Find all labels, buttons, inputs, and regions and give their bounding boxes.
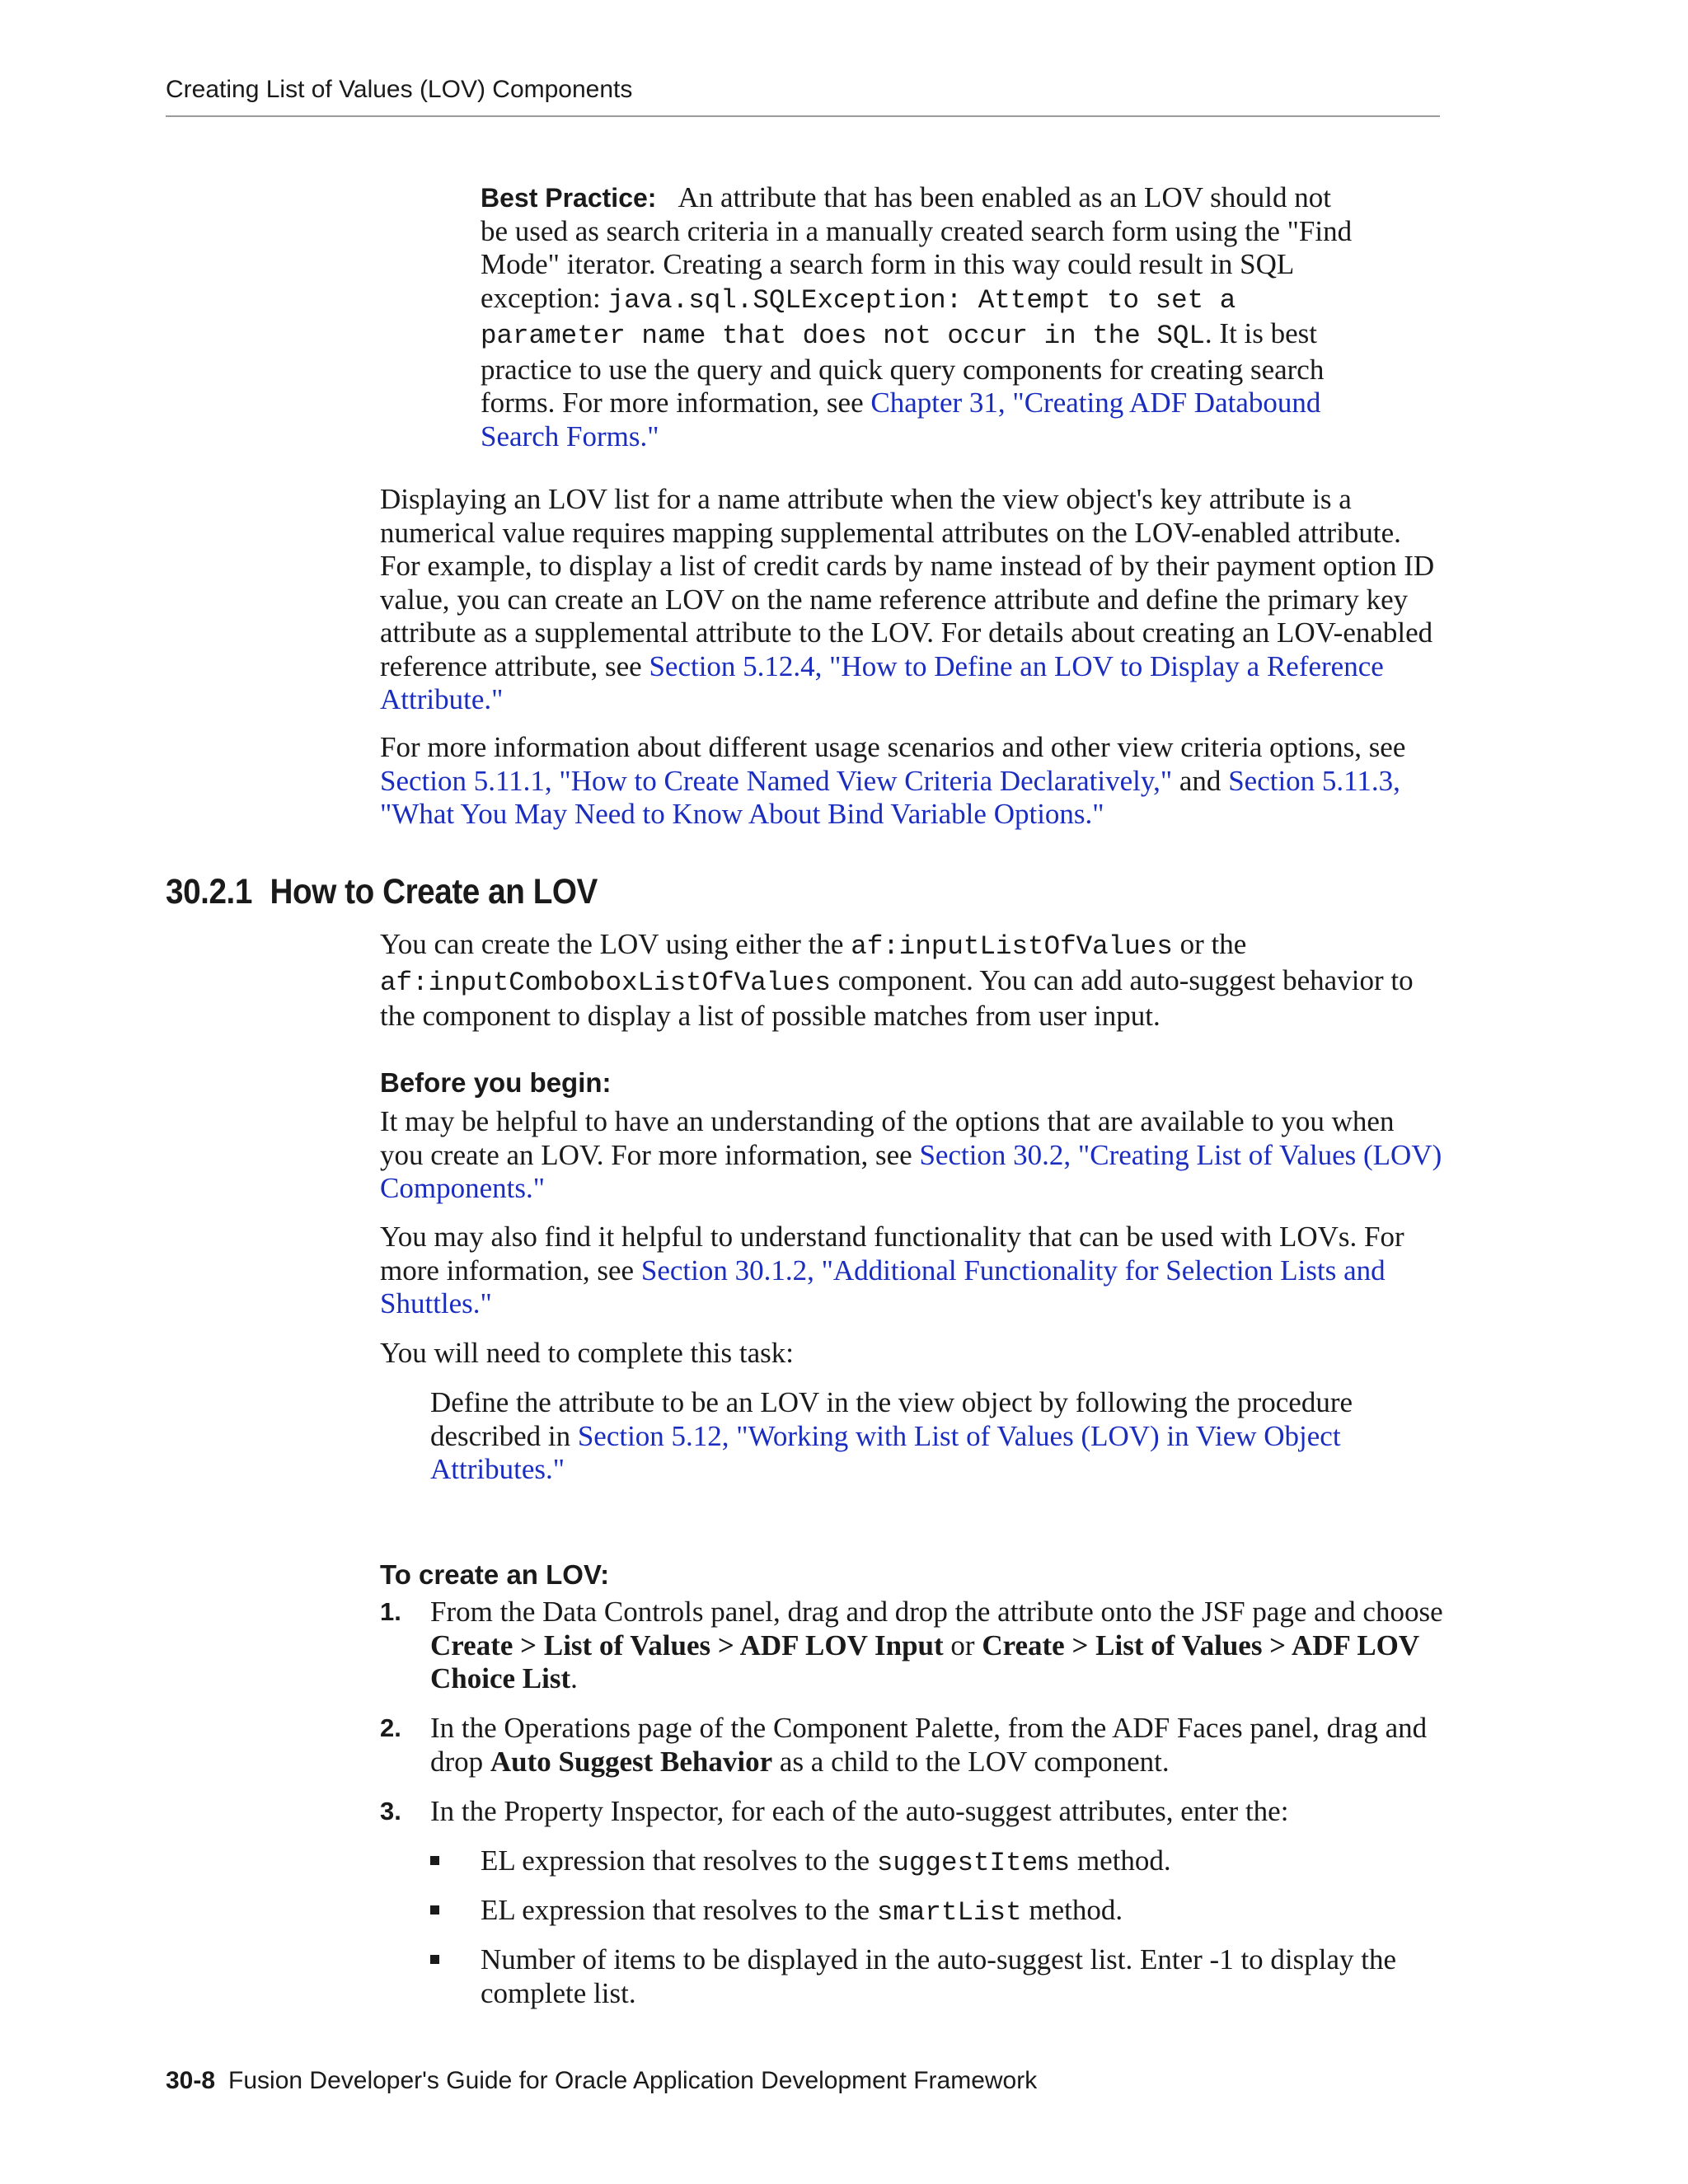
code-input-list-of-values: af:inputListOfValues xyxy=(851,931,1173,962)
paragraph-text: Displaying an LOV list for a name attribute when the view object's key attribute is a numerical value requires mapping supplemental attributes on the LOV-enabled attribute. For example, to display a list of credit cards by name instead of by their payment option ID value, you can create an LOV on the name reference attribute and define the primary key attribute as a supplemental attribute to the LOV. For details about creating an LOV-enabled reference attribute, see xyxy=(380,483,1435,682)
running-header: Creating List of Values (LOV) Components xyxy=(166,76,633,103)
section-30-2-link[interactable]: Section 30.2, "Creating List of Values (LOV) Components." xyxy=(380,1138,1442,1204)
header-divider xyxy=(166,115,1440,117)
prerequisite-task xyxy=(430,1386,1444,1487)
note-code: java.sql.SQLException: Attempt to set a parameter name that does not occur in the SQL xyxy=(481,284,1236,351)
chapter-31-link[interactable]: Chapter 31, "Creating ADF Databound Search Forms." xyxy=(481,387,1321,452)
bullet-text-part: Number of items to be displayed in the auto-suggest list. Enter -1 to display the complete list. xyxy=(481,1943,1397,2009)
paragraph-text-2: and xyxy=(1172,764,1229,797)
paragraph-text-2: or the xyxy=(1172,928,1247,960)
code-suggest-items: suggestItems xyxy=(876,1848,1071,1878)
auto-suggest-behavior-term: Auto Suggest Behavior xyxy=(490,1745,773,1778)
step-text-part: In the Operations page of the Component Palette, from the ADF Faces panel, drag and drop xyxy=(430,1712,1428,1778)
bullet-square-icon xyxy=(430,1905,439,1915)
step-text: In the Property Inspector, for each of the auto-suggest attributes, enter the: xyxy=(430,1795,1289,1827)
section-5-11-1-link[interactable]: Section 5.11.1, "How to Create Named View Criteria Declaratively," xyxy=(380,764,1173,797)
paragraph-text-3: component. You can add auto-suggest behavior to the component to display a list of possible matches from user input. xyxy=(380,963,1414,1032)
procedure-heading: To create an LOV: xyxy=(380,1559,610,1590)
section-30-1-2-link[interactable]: Section 30.1.2, "Additional Functionality for Selection Lists and Shuttles." xyxy=(380,1254,1386,1319)
step-number: 3. xyxy=(380,1797,401,1825)
step-text xyxy=(430,1712,1444,1779)
step-text xyxy=(430,1596,1444,1696)
bullet-text xyxy=(481,1844,1453,1881)
code-input-combobox-list-of-values: af:inputComboboxListOfValues xyxy=(380,967,831,998)
step-number: 2. xyxy=(380,1713,401,1742)
section-5-11-3-link[interactable]: Section 5.11.3, "What You May Need to Know About Bind Variable Options." xyxy=(380,764,1400,830)
bullet-text-part: method. xyxy=(1021,1894,1123,1926)
step-text-part: as a child to the LOV component. xyxy=(772,1745,1170,1778)
menu-path-lov-input: Create > List of Values > ADF LOV Input xyxy=(430,1629,944,1661)
paragraph-text: You may also find it helpful to understand functionality that can be used with LOVs. For more information, see xyxy=(380,1221,1404,1286)
paragraph-task-intro: You will need to complete this task: xyxy=(380,1337,794,1369)
page-number: 30-8 xyxy=(166,2067,216,2094)
bullet-text-part: EL expression that resolves to the xyxy=(481,1844,877,1877)
paragraph-lov-name-attribute xyxy=(380,483,1443,717)
paragraph-functionality xyxy=(380,1221,1443,1321)
menu-path-lov-choice-list: Create > List of Values > ADF LOV Choice List xyxy=(430,1629,1419,1694)
paragraph-understanding-options xyxy=(380,1105,1443,1206)
note-text-2: . It is best practice to use the query and quick query components for creating search forms. For more information, see xyxy=(481,317,1325,419)
section-5-12-link[interactable]: Section 5.12, "Working with List of Values (LOV) in View Object Attributes." xyxy=(430,1419,1341,1485)
step-text-part: or xyxy=(943,1629,982,1661)
note-text: An attribute that has been enabled as an LOV should not be used as search criteria in a manually created search form using the "Find Mode" iterator. Creating a search form in this way could result in SQL exception: xyxy=(481,181,1353,314)
bullet-square-icon xyxy=(430,1955,439,1964)
paragraph-more-info xyxy=(380,731,1443,832)
page-footer xyxy=(166,2067,1037,2095)
before-you-begin-heading: Before you begin: xyxy=(380,1067,612,1098)
section-heading xyxy=(166,872,598,912)
bullet-text-part: EL expression that resolves to the xyxy=(481,1894,877,1926)
code-smart-list: smartList xyxy=(876,1897,1022,1928)
bullet-square-icon xyxy=(430,1856,439,1865)
paragraph-create-lov xyxy=(380,928,1451,1033)
step-text-part: From the Data Controls panel, drag and drop the attribute onto the JSF page and choose xyxy=(430,1596,1443,1628)
task-text: Define the attribute to be an LOV in the view object by following the procedure described in xyxy=(430,1386,1353,1452)
bullet-text-part: method. xyxy=(1070,1844,1171,1877)
step-number: 1. xyxy=(380,1597,401,1626)
best-practice-note xyxy=(481,181,1354,453)
section-5-12-4-link[interactable]: Section 5.12.4, "How to Define an LOV to Display a Reference Attribute." xyxy=(380,649,1384,715)
bullet-text xyxy=(481,1943,1453,2010)
section-number: 30.2.1 xyxy=(166,872,252,912)
paragraph-text: You can create the LOV using either the xyxy=(380,928,851,960)
paragraph-text: For more information about different usage scenarios and other view criteria options, see xyxy=(380,731,1406,763)
section-title: How to Create an LOV xyxy=(270,872,598,912)
paragraph-text: It may be helpful to have an understanding of the options that are available to you when you create an LOV. For more information, see xyxy=(380,1105,1395,1171)
step-text-part: . xyxy=(570,1662,578,1694)
bullet-text xyxy=(481,1894,1453,1930)
note-label: Best Practice: xyxy=(481,183,657,213)
book-title: Fusion Developer's Guide for Oracle Application Development Framework xyxy=(228,2067,1038,2094)
